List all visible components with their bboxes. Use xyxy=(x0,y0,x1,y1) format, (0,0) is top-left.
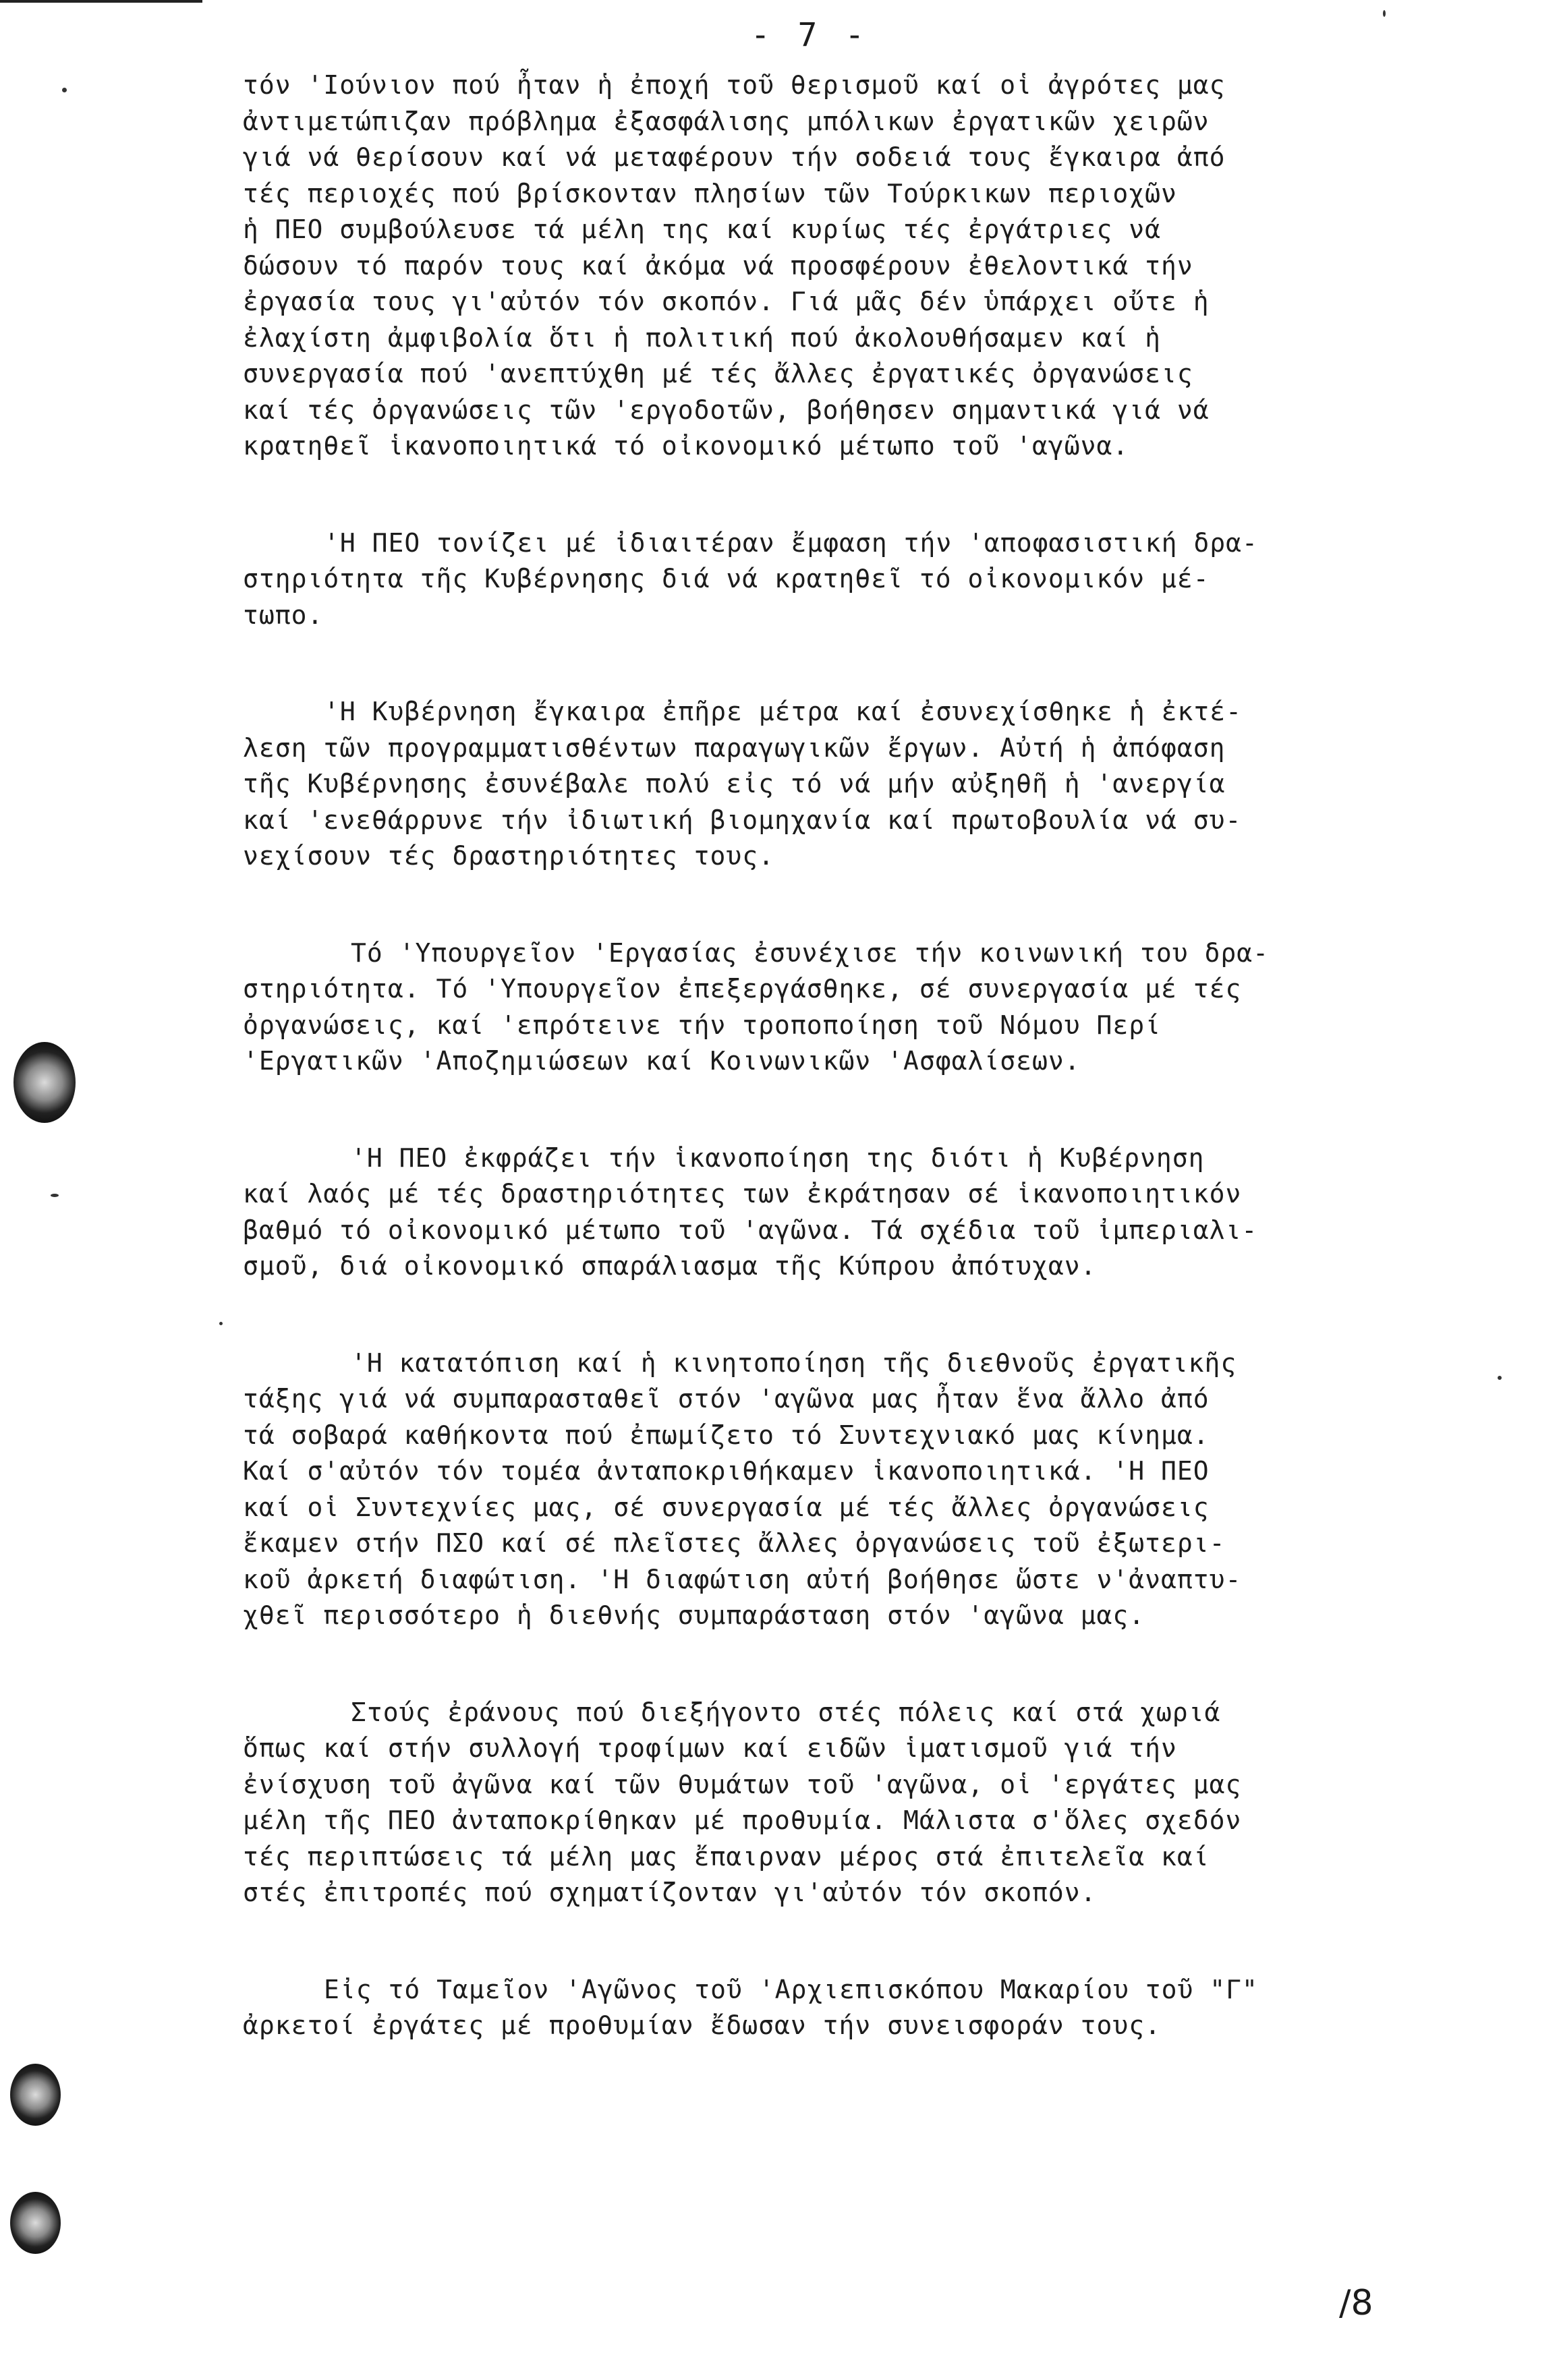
text-line: γιά νά θερίσουν καί νά μεταφέρουν τήν σοδειά τους ἔγκαιρα ἀπό xyxy=(243,142,1226,172)
text-line: βαθμό τό οἰκονομικό μέτωπο τοῦ 'αγῶνα. Τά σχέδια τοῦ ἰμπεριαλι- xyxy=(243,1215,1258,1245)
punch-hole-icon xyxy=(10,2192,61,2254)
paragraph-6 xyxy=(243,1345,1538,1634)
text-line: κρατηθεῖ ἱκανοποιητικά τό οἰκονομικό μέτωπο τοῦ 'αγῶνα. xyxy=(243,431,1129,461)
text-line: τόν 'Ιούνιον πού ἦταν ἡ ἐποχή τοῦ θερισμοῦ καί οἱ ἀγρότες μας xyxy=(243,70,1226,100)
text-line: τάξης γιά νά συμπαρασταθεῖ στόν 'αγῶνα μας ἦταν ἕνα ἄλλο ἀπό xyxy=(243,1384,1210,1414)
scan-speck xyxy=(62,88,67,92)
punch-hole-icon xyxy=(13,1042,76,1123)
scan-speck xyxy=(1383,10,1386,17)
text-line: στηριότητα τῆς Κυβέρνησης διά νά κρατηθεῖ τό οἰκονομικόν μέ- xyxy=(243,564,1210,593)
paragraph-3 xyxy=(243,694,1538,875)
text-line: στηριότητα. Τό 'Υπουργεῖον ἐπεξεργάσθηκε, σέ συνεργασία μέ τές xyxy=(243,974,1242,1004)
text-line: Τό 'Υπουργεῖον 'Εργασίας ἐσυνέχισε τήν κοινωνική του δρα- xyxy=(351,937,1270,968)
text-line: Καί σ'αὐτόν τόν τομέα ἀνταποκριθήκαμεν ἱκανοποιητικά. 'Η ΠΕΟ xyxy=(243,1456,1210,1486)
text-line: τές περιπτώσεις τά μέλη μας ἔπαιρναν μέρος στά ἐπιτελεῖα καί xyxy=(243,1841,1210,1871)
page-number: - 7 - xyxy=(750,16,869,54)
text-line: ἡ ΠΕΟ συμβούλευσε τά μέλη της καί κυρίως τές ἐργάτριες νά xyxy=(243,214,1162,244)
text-line: σμοῦ, διά οἰκονομικό σπαράλιασμα τῆς Κύπρου ἀπότυχαν. xyxy=(243,1251,1097,1281)
text-line: Στούς ἐράνους πού διεξήγοντο στές πόλεις καί στά χωριά xyxy=(351,1697,1221,1727)
paragraph-7 xyxy=(243,1695,1538,1911)
text-line: συνεργασία πού 'ανεπτύχθη μέ τές ἄλλες ἐργατικές ὀργανώσεις xyxy=(243,359,1193,388)
text-line: 'Η κατατόπιση καί ἡ κινητοποίηση τῆς διεθνοῦς ἐργατικῆς xyxy=(351,1347,1237,1378)
text-line: καί 'ενεθάρρυνε τήν ἰδιωτική βιομηχανία καί πρωτοβουλία νά συ- xyxy=(243,805,1242,835)
text-line: ἐλαχίστη ἀμφιβολία ὅτι ἡ πολιτική πού ἀκολουθήσαμεν καί ἡ xyxy=(243,322,1162,353)
text-line: καί οἱ Συντεχνίες μας, σέ συνεργασία μέ τές ἄλλες ὀργανώσεις xyxy=(243,1492,1210,1522)
text-line: 'Εργατικῶν 'Αποζημιώσεων καί Κοινωνικῶν 'Ασφαλίσεων. xyxy=(243,1046,1081,1076)
paragraph-8 xyxy=(243,1972,1538,2044)
scan-speck xyxy=(219,1322,223,1325)
text-line: ἀντιμετώπιζαν πρόβλημα ἐξασφάλισης μπόλικων ἐργατικῶν χειρῶν xyxy=(243,106,1210,136)
text-line: ὀργανώσεις, καί 'επρότεινε τήν τροποποίηση τοῦ Νόμου Περί xyxy=(243,1010,1162,1040)
text-line: μέλη τῆς ΠΕΟ ἀνταποκρίθηκαν μέ προθυμία. Μάλιστα σ'ὅλες σχεδόν xyxy=(243,1805,1242,1835)
text-line: στές ἐπιτροπές πού σχηματίζονταν γι'αὐτόν τόν σκοπόν. xyxy=(243,1878,1097,1907)
text-line: τωπο. xyxy=(243,600,324,630)
top-left-rule xyxy=(0,0,202,3)
text-line: 'Η ΠΕΟ ἐκφράζει τήν ἱκανοποίηση της διότι ἡ Κυβέρνηση xyxy=(351,1142,1205,1173)
text-line: ἔκαμεν στήν ΠΣΟ καί σέ πλεῖστες ἄλλες ὀργανώσεις τοῦ ἐξωτερι- xyxy=(243,1528,1226,1558)
text-line: 'Η ΠΕΟ τονίζει μέ ἰδιαιτέραν ἔμφαση τήν 'αποφασιστική δρα- xyxy=(324,527,1258,558)
text-line: δώσουν τό παρόν τους καί ἀκόμα νά προσφέρουν ἐθελοντικά τήν xyxy=(243,250,1193,281)
document-body xyxy=(243,67,1538,2044)
text-line: τά σοβαρά καθήκοντα πού ἐπωμίζετο τό Συντεχνιακό μας κίνημα. xyxy=(243,1420,1210,1450)
scan-speck xyxy=(51,1194,59,1197)
text-line: χθεῖ περισσότερο ἡ διεθνής συμπαράσταση στόν 'αγῶνα μας. xyxy=(243,1600,1145,1630)
text-line: τῆς Κυβέρνησης ἐσυνέβαλε πολύ εἰς τό νά μήν αὐξηθῆ ἡ 'ανεργία xyxy=(243,769,1226,799)
continuation-marker: /8 xyxy=(1339,2283,1373,2323)
paragraph-5 xyxy=(243,1140,1538,1285)
scan-speck xyxy=(1498,1376,1502,1380)
text-line: νεχίσουν τές δραστηριότητες τους. xyxy=(243,841,774,871)
text-line: καί λαός μέ τές δραστηριότητες των ἐκράτησαν σέ ἱκανοποιητικόν xyxy=(243,1179,1242,1209)
text-line: Εἰς τό Ταμεῖον 'Αγῶνος τοῦ 'Αρχιεπισκόπου Μακαρίου τοῦ "Γ" xyxy=(324,1974,1258,2004)
text-line: 'Η Κυβέρνηση ἔγκαιρα ἐπῆρε μέτρα καί ἐσυνεχίσθηκε ἡ ἐκτέ- xyxy=(324,697,1243,726)
text-line: τές περιοχές πού βρίσκονταν πλησίων τῶν Τούρκικων περιοχῶν xyxy=(243,178,1177,208)
text-line: κοῦ ἀρκετή διαφώτιση. 'Η διαφώτιση αὐτή βοήθησε ὥστε ν'ἀναπτυ- xyxy=(243,1564,1242,1594)
paragraph-1 xyxy=(243,67,1538,465)
text-line: ἀρκετοί ἐργάτες μέ προθυμίαν ἔδωσαν τήν συνεισφοράν τους. xyxy=(243,2010,1162,2040)
text-line: ἐργασία τους γι'αὐτόν τόν σκοπόν. Γιά μᾶς δέν ὑπάρχει οὔτε ἡ xyxy=(243,287,1210,316)
paragraph-4 xyxy=(243,935,1538,1080)
punch-hole-icon xyxy=(10,2064,61,2126)
text-line: καί τές ὀργανώσεις τῶν 'εργοδοτῶν, βοήθησεν σημαντικά γιά νά xyxy=(243,395,1210,425)
text-line: ὅπως καί στήν συλλογή τροφίμων καί ειδῶν ἱματισμοῦ γιά τήν xyxy=(243,1733,1177,1763)
text-line: ἐνίσχυση τοῦ ἀγῶνα καί τῶν θυμάτων τοῦ 'αγῶνα, οἱ 'εργάτες μας xyxy=(243,1769,1242,1799)
paragraph-2 xyxy=(243,525,1538,634)
text-line: λεση τῶν προγραμματισθέντων παραγωγικῶν ἔργων. Αὐτή ἡ ἀπόφαση xyxy=(243,732,1226,763)
